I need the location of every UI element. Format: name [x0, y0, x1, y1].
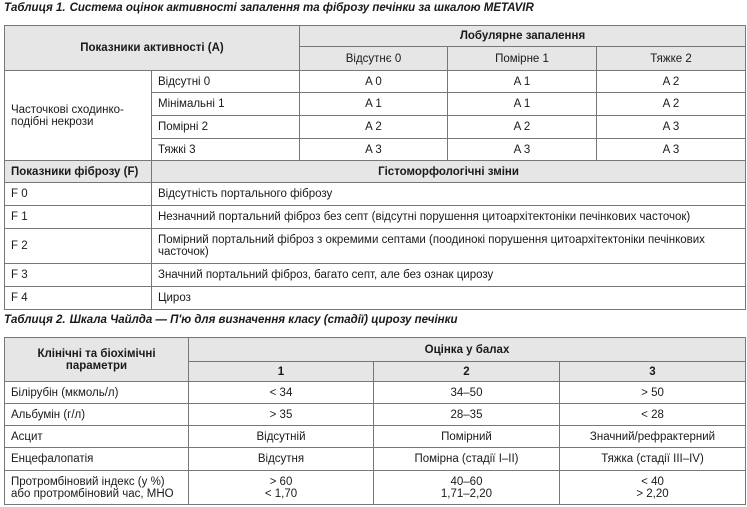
activity-cell: A 2	[597, 93, 746, 116]
fibrosis-desc: Значний портальний фіброз, багато септ, але без ознак цирозу	[152, 264, 746, 287]
activity-cell: A 1	[448, 71, 597, 93]
activity-cell: A 1	[300, 93, 448, 116]
score-level-1: 1	[189, 362, 374, 382]
score-cell: < 34	[189, 382, 374, 404]
activity-cell: A 3	[300, 139, 448, 161]
param-ascites: Асцит	[5, 426, 189, 448]
activity-cell: A 2	[597, 71, 746, 93]
table2-caption-label: Таблиця 2.	[4, 314, 66, 326]
fibrosis-code: F 3	[5, 264, 152, 287]
score-cell: Відсутній	[189, 426, 374, 448]
score-cell	[374, 471, 560, 505]
child-pugh-table	[4, 337, 746, 505]
score-cell: 28–35	[374, 404, 560, 426]
param-albumin: Альбумін (г/л)	[5, 404, 189, 426]
score-cell: > 50	[560, 382, 746, 404]
activity-cell: A 2	[300, 116, 448, 139]
activity-header: Показники активності (А)	[5, 26, 300, 71]
necrosis-level-0: Відсутні 0	[152, 71, 300, 93]
score-cell: Відсутня	[189, 448, 374, 471]
fibrosis-desc: Незначний портальний фіброз без септ (відсутні порушення цитоархітектоніки печінкових часточок)	[152, 206, 746, 229]
param-encephalopathy: Енцефалопатія	[5, 448, 189, 471]
necrosis-level-3: Тяжкі 3	[152, 139, 300, 161]
table1-caption-label: Таблиця 1.	[4, 2, 66, 14]
prothrombin-line1: Протромбіновий індекс (у %)	[11, 475, 165, 488]
score-cell: Помірна (стадії I–II)	[374, 448, 560, 471]
necrosis-label: Часточкові сходинко-подібні некрози	[5, 71, 152, 161]
params-header: Клінічні та біохімічні параметри	[5, 338, 189, 382]
prothrombin-line2: або протромбіновий час, МНО	[11, 487, 174, 500]
score-cell: Помірний	[374, 426, 560, 448]
score-line2: > 2,20	[636, 487, 669, 500]
score-level-2: 2	[374, 362, 560, 382]
score-cell	[189, 471, 374, 505]
score-line1: 40–60	[450, 475, 483, 488]
score-header: Оцінка у балах	[189, 338, 746, 362]
score-line1: < 40	[641, 475, 664, 488]
lobular-level-0: Відсутнє 0	[300, 47, 448, 71]
score-line1: > 60	[269, 475, 293, 488]
table1-caption-text: Система оцінок активності запалення та фіброзу печінки за шкалою METAVIR	[69, 2, 534, 14]
activity-cell: A 1	[448, 93, 597, 116]
fibrosis-code: F 2	[5, 229, 152, 264]
score-cell	[560, 471, 746, 505]
score-cell: Значний/рефрактерний	[560, 426, 746, 448]
table2-caption-text: Шкала Чайлда — П'ю для визначення класу (стадії) цирозу печінки	[69, 314, 458, 326]
lobular-level-1: Помірне 1	[448, 47, 597, 71]
table2-caption	[4, 314, 458, 326]
activity-cell: A 3	[597, 116, 746, 139]
score-level-3: 3	[560, 362, 746, 382]
necrosis-level-1: Мінімальні 1	[152, 93, 300, 116]
activity-cell: A 3	[597, 139, 746, 161]
activity-cell: A 3	[448, 139, 597, 161]
fibrosis-desc: Цироз	[152, 287, 746, 310]
necrosis-level-2: Помірні 2	[152, 116, 300, 139]
activity-cell: A 2	[448, 116, 597, 139]
histology-header: Гістоморфологічні зміни	[152, 161, 746, 183]
param-prothrombin	[5, 471, 189, 505]
activity-cell: A 0	[300, 71, 448, 93]
score-line2: 1,71–2,20	[440, 487, 493, 500]
fibrosis-desc: Відсутність портального фіброзу	[152, 183, 746, 206]
fibrosis-header: Показники фіброзу (F)	[5, 161, 152, 183]
table1-caption	[4, 2, 534, 14]
score-cell: < 28	[560, 404, 746, 426]
score-line2: < 1,70	[264, 487, 298, 500]
lobular-level-2: Тяжке 2	[597, 47, 746, 71]
score-cell: Тяжка (стадії III–IV)	[560, 448, 746, 471]
score-cell: > 35	[189, 404, 374, 426]
metavir-table	[4, 25, 746, 310]
fibrosis-code: F 0	[5, 183, 152, 206]
fibrosis-desc: Помірний портальний фіброз з окремими септами (поодинокі порушення цитоархітектоніки печінкових часточок)	[152, 229, 746, 264]
score-cell: 34–50	[374, 382, 560, 404]
param-bilirubin: Білірубін (мкмоль/л)	[5, 382, 189, 404]
fibrosis-code: F 1	[5, 206, 152, 229]
lobular-header: Лобулярне запалення	[300, 26, 746, 47]
fibrosis-code: F 4	[5, 287, 152, 310]
